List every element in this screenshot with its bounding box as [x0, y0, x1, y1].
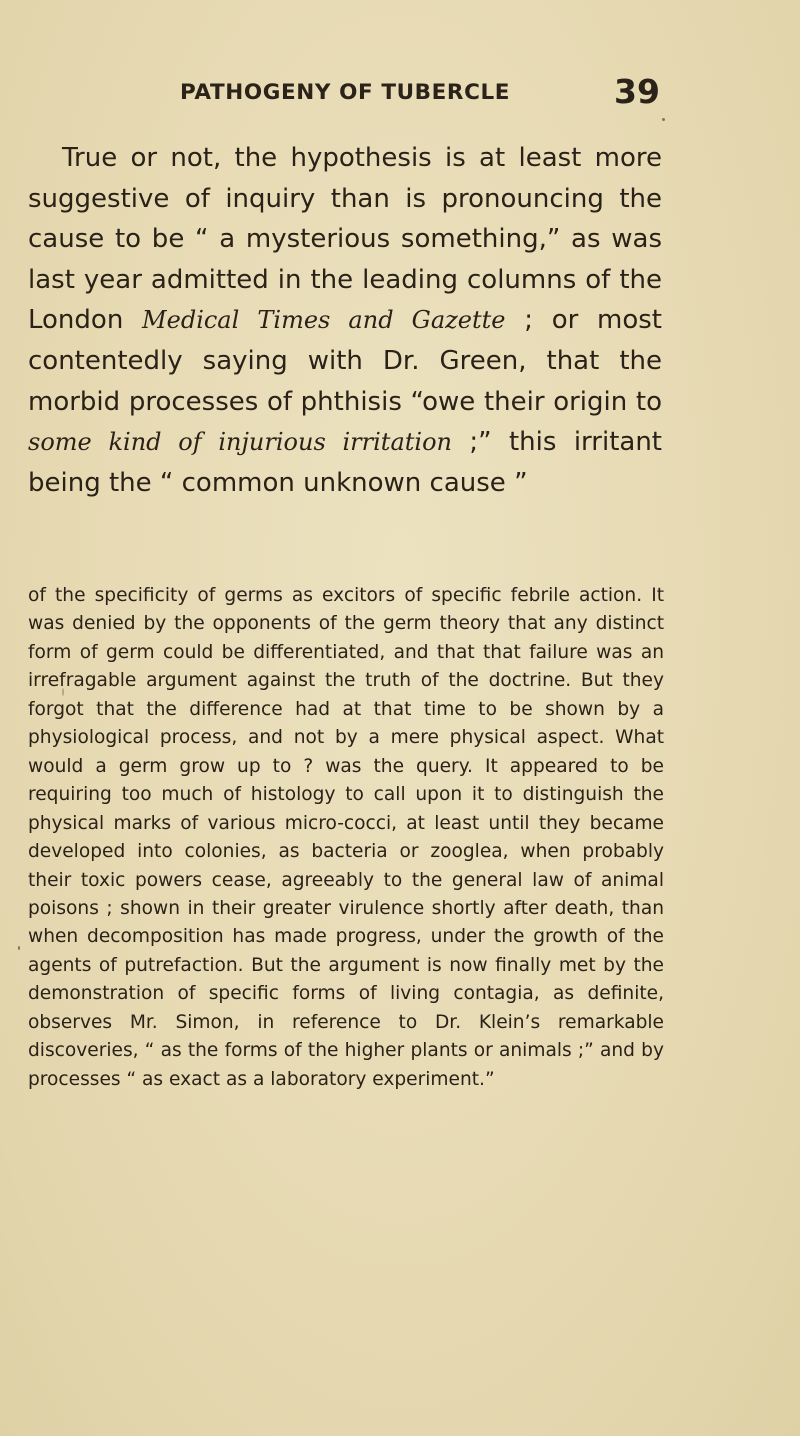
page-header [0, 72, 800, 118]
footnote-paragraph: of the specificity of germs as excitors of specific febrile action. It was denied by the opponents of the germ theory that any distinct form of germ could be differentiated, and that that failure was an irrefragable argument against the truth of the doctrine. But they forgot that the difference had at that time to be shown by a physiological process, and not by a mere physical aspect. What would a germ grow up to ? was the query. It appeared to be requiring too much of histology to call upon it to distinguish the physical marks of various micro-cocci, at least until they became developed into colonies, as bacteria or zooglea, when probably their toxic powers cease, agreeably to the general law of animal poisons ; shown in their greater virulence shortly after death, than when decomposition has made progress, under the growth of the agents of putrefaction. But the argument is now finally met by the demonstration of specific forms of living contagia, as definite, observes Mr. Simon, in reference to Dr. Klein’s remarkable discoveries, “ as the forms of the higher plants or animals ;” and by processes “ as exact as a laboratory experiment.” [28, 585, 664, 1090]
page-number: 39 [614, 72, 660, 111]
main-text-segment-1: True or not, the hypothesis is at least more suggestive of inquiry than is pronouncing the cause to be “ a mysterious something,” as was last year admitted in the leading columns of the London [28, 143, 662, 336]
paper-speck [62, 688, 64, 696]
main-paragraph [28, 138, 662, 503]
paper-speck [662, 118, 665, 121]
running-head: PATHOGENY OF TUBERCLE [180, 80, 511, 105]
quoted-phrase-italic: some kind of injurious irritation [28, 428, 452, 457]
paper-speck [18, 946, 20, 950]
journal-title-italic: Medical Times and Gazette [142, 306, 506, 335]
main-text-segment-2: ; or most contentedly saying with Dr. Green, that the morbid processes of phthisis “owe their origin to [28, 305, 663, 417]
main-text-segment-3: ;” this irritant being the “ common unknown cause ” [28, 427, 662, 498]
